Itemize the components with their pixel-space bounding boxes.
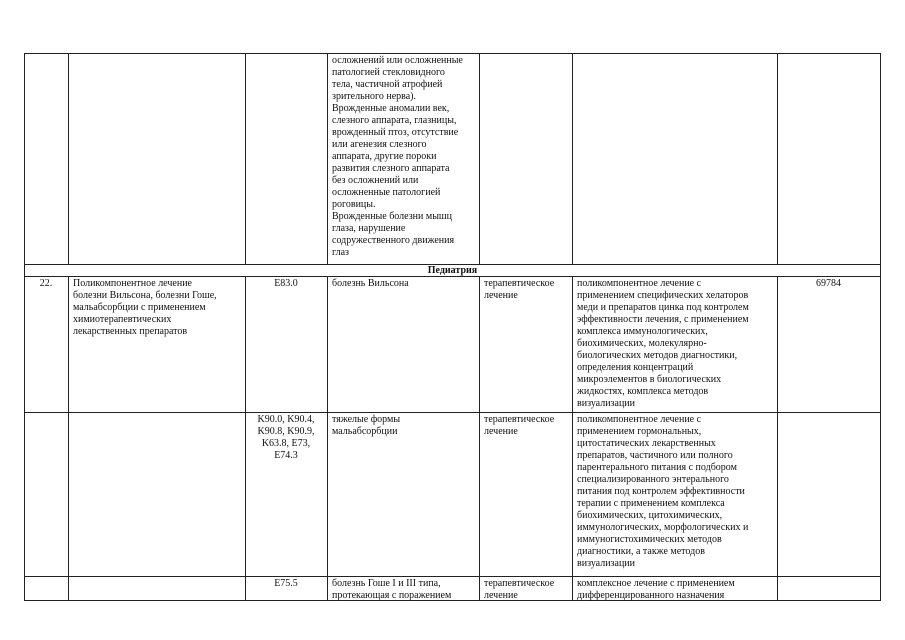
col-border-3-b xyxy=(327,276,328,601)
col-border-1-b xyxy=(68,276,69,601)
table-top-border xyxy=(24,53,881,54)
continued-diagnosis-cell: осложнений или осложненные патологией стекловидного тела, частичной атрофией зрительного нерва). Врожденные аномалии век, слезного аппарата, глазницы, врожденный птоз, отсутствие или агенезия слезного аппарата, другие пороки развития слезного аппарата без осложнений или осложненные патологией роговицы. Врожденные болезни мышц глаза, нарушение содружественного движения глаз xyxy=(332,55,463,258)
service-name-cell: Поликомпонентное лечение болезни Вильсона, болезни Гоше, мальабсорбции с применением химиотерапевтических лекарственных препаратов xyxy=(73,278,217,337)
col-border-4-b xyxy=(479,276,480,601)
treatment-method-cell: комплексное лечение с применением дифференцированного назначения xyxy=(577,578,735,601)
col-border-1 xyxy=(68,53,69,264)
icd-codes-cell: E75.5 xyxy=(274,578,298,589)
col-border-2 xyxy=(245,53,246,264)
diagnosis-cell: болезнь Вильсона xyxy=(332,278,409,289)
diagnosis-cell: тяжелые формы мальабсорбции xyxy=(332,414,401,437)
section-header-pediatrics: Педиатрия xyxy=(427,265,478,276)
col-border-right xyxy=(880,53,881,264)
col-border-left xyxy=(24,53,25,264)
icd-codes-cell: E83.0 xyxy=(274,278,298,289)
col-border-left-b xyxy=(24,276,25,601)
col-border-3 xyxy=(327,53,328,264)
treatment-method-cell: поликомпонентное лечение с применением специфических хелаторов меди и препаратов цинка под контролем эффективности лечения, с применением комплекса иммунологических, биохимических, молекулярно- биологических методов диагностики, определения концентраций микроэлементов в биологических жидкостях, комплекса методов визуализации xyxy=(577,278,749,409)
price-cell: 69784 xyxy=(816,278,841,289)
diagnosis-cell: болезнь Гоше I и III типа, протекающая с поражением xyxy=(332,578,452,601)
col-border-5 xyxy=(572,53,573,264)
col-border-4 xyxy=(479,53,480,264)
col-border-6-b xyxy=(777,276,778,601)
treatment-method-cell: поликомпонентное лечение с применением гормональных, цитостатических лекарственных препаратов, частичного или полного парентерального питания с подбором специализированного энтерального питания под контролем эффективности терапии с применением комплекса биохимических, цитохимических, иммунологических, морфологических и иммуногистохимических методов диагностики, а также методов визуализации xyxy=(577,414,749,569)
col-border-5-b xyxy=(572,276,573,601)
treatment-type-cell: терапевтическое лечение xyxy=(484,578,555,601)
row-number: 22. xyxy=(39,278,53,289)
row-separator-2 xyxy=(24,576,881,577)
treatment-type-cell: терапевтическое лечение xyxy=(484,414,555,437)
col-border-right-b xyxy=(880,276,881,601)
row-separator-1 xyxy=(24,412,881,413)
treatment-type-cell: терапевтическое лечение xyxy=(484,278,555,301)
icd-codes-cell: K90.0, K90.4, K90.8, K90.9, K63.8, E73, E74.3 xyxy=(257,414,315,461)
col-border-6 xyxy=(777,53,778,264)
